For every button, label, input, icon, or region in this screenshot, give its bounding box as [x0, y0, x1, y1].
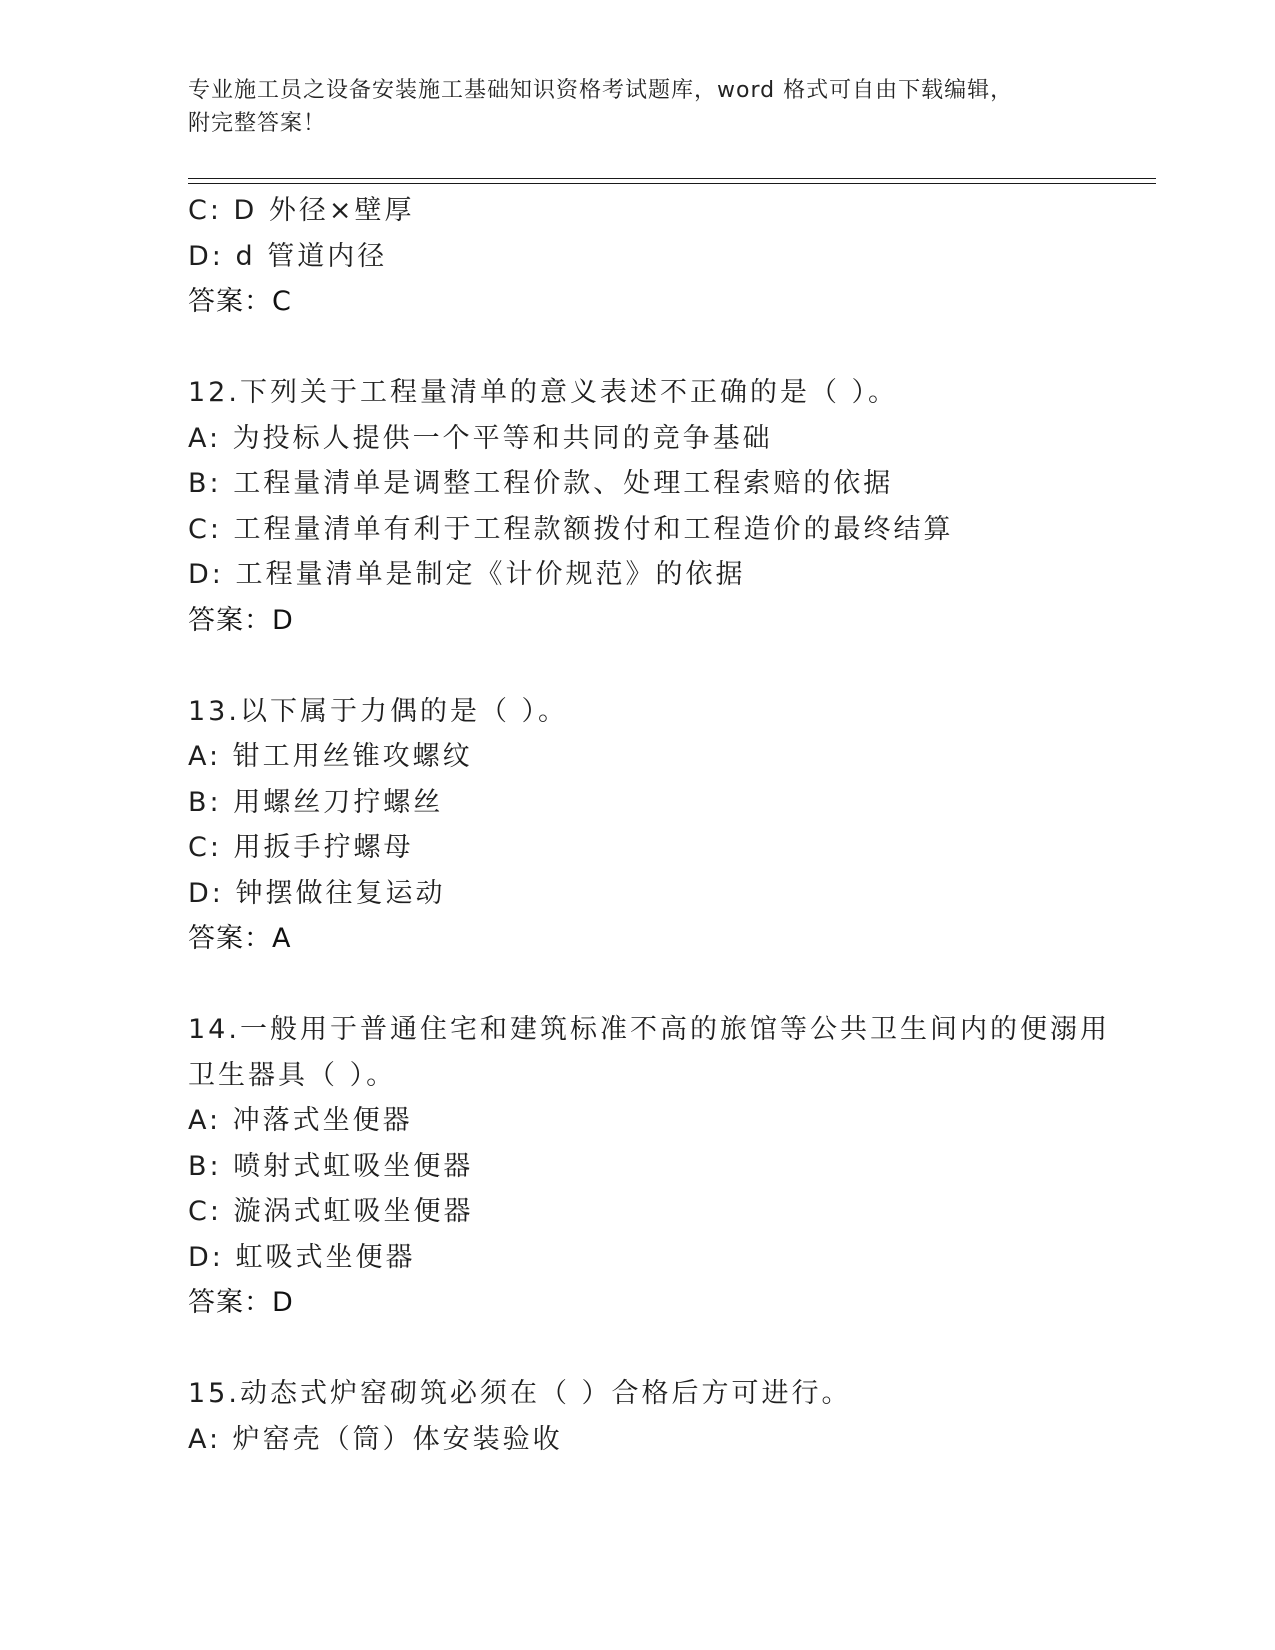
- question-stem: 12.下列关于工程量清单的意义表述不正确的是（ ）。: [188, 377, 899, 408]
- document-header: [188, 74, 1068, 140]
- question-stem: 13.以下属于力偶的是（ ）。: [188, 695, 569, 727]
- option-a: A: 冲落式坐便器: [188, 1105, 413, 1136]
- answer: 答案：A: [188, 923, 292, 954]
- answer: 答案：D: [188, 1287, 294, 1318]
- question-stem-line-2: 卫生器具（ ）。: [188, 1059, 397, 1091]
- header-rule-top: [188, 178, 1156, 179]
- question-block-15: [188, 1371, 1158, 1462]
- option-b: B: 工程量清单是调整工程价款、处理工程索赔的依据: [188, 468, 894, 499]
- question-block-11-tail: [188, 188, 1158, 325]
- spacer: [188, 643, 1158, 689]
- question-stem: 15.动态式炉窑砌筑必须在（ ）合格后方可进行。: [188, 1378, 852, 1409]
- option-b: B: 喷射式虹吸坐便器: [188, 1150, 474, 1182]
- spacer: [188, 325, 1158, 371]
- question-block-14: [188, 1007, 1158, 1326]
- document-body: [188, 188, 1158, 1462]
- question-stem-line-1: 14.一般用于普通住宅和建筑标准不高的旅馆等公共卫生间内的便溺用: [188, 1014, 1110, 1045]
- spacer: [188, 962, 1158, 1008]
- option-c: C: D 外径×壁厚: [188, 195, 415, 226]
- option-d: D: 钟摆做往复运动: [188, 877, 446, 909]
- header-line-1: 专业施工员之设备安装施工基础知识资格考试题库，word 格式可自由下载编辑，: [188, 78, 1014, 103]
- option-c: C: 用扳手拧螺母: [188, 832, 414, 863]
- option-a: A: 炉窑壳（筒）体安装验收: [188, 1423, 563, 1455]
- option-d: D: 工程量清单是制定《计价规范》的依据: [188, 559, 746, 590]
- answer: 答案：C: [188, 286, 292, 317]
- question-block-13: [188, 689, 1158, 962]
- header-line-2: 附完整答案！: [188, 111, 327, 136]
- option-d: D: d 管道内径: [188, 240, 388, 272]
- option-a: A: 为投标人提供一个平等和共同的竞争基础: [188, 422, 773, 454]
- option-d: D: 虹吸式坐便器: [188, 1241, 416, 1273]
- question-block-12: [188, 370, 1158, 643]
- spacer: [188, 1326, 1158, 1372]
- option-c: C: 工程量清单有利于工程款额拨付和工程造价的最终结算: [188, 513, 954, 545]
- header-rule-bottom: [188, 183, 1156, 184]
- option-b: B: 用螺丝刀拧螺丝: [188, 786, 444, 818]
- option-c: C: 漩涡式虹吸坐便器: [188, 1196, 474, 1227]
- option-a: A: 钳工用丝锥攻螺纹: [188, 741, 473, 772]
- answer: 答案：D: [188, 604, 294, 636]
